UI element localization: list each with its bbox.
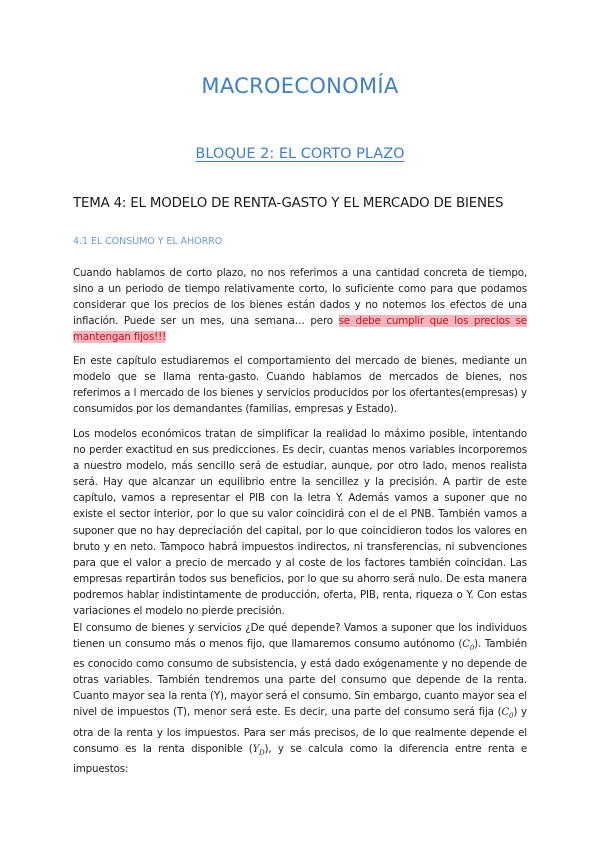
section-heading: 4.1 EL CONSUMO Y EL AHORRO [73,236,223,247]
symbol-letter: C [501,707,510,719]
paragraph-4 [73,620,527,777]
paragraph-3: Los modelos económicos tratan de simplificar la realidad lo máximo posible, intentando no perder exactitud en sus predicciones. Es decir, cuantas menos variables incorporemos a nuestro modelo, más sencillo será de estudiar, aunque, por otro lado, menos realista será. Hay que alcanzar un equilibrio entre la sencillez y la precisión. A partir de este capítulo, vamos a representar el PIB con la letra Y. Además vamos a suponer que no existe el sector interior, por lo que su valor coincidirá con el de el PNB. También vamos a suponer que no hay depreciación del capital, por lo que coincidieron todos los valores en bruto y en neto. Tampoco habrá impuestos indirectos, ni transferencias, ni subvenciones para que el valor a precio de mercado y al coste de los factores también coincidan. Las empresas repartirán todos sus beneficios, por lo que su ahorro será nulo. De esta manera podremos hablar indistintamente de producción, oferta, PIB, renta, riqueza o Y. Con estas variaciones el modelo no pierde precisión. [73,428,527,618]
paragraph-2: En este capítulo estudiaremos el comportamiento del mercado de bienes, mediante un modelo que se llama renta-gasto. Cuando hablamos de mercados de bienes, nos referimos a l mercado de los bienes y servicios producidos por los ofertantes(empresas) y consumidos por los demandantes (familias, empresas y Estado). [73,355,527,416]
symbol-fixed-consumption [501,707,514,721]
paragraph-4-part-d: ), y se calcula como la diferencia entre renta e impuestos: [73,742,528,775]
block-subtitle: BLOQUE 2: EL CORTO PLAZO [195,146,405,162]
highlighted-text: se debe cumplir que los precios se mantengan fijos!!! [73,315,527,344]
paragraph-4-part-a: El consumo de bienes y servicios ¿De qué depende? Vamos a suponer que los individuos tienen un consumo más o menos fijo, que llamaremos consumo autónomo ( [73,622,527,651]
paragraph-1 [73,265,527,345]
symbol-disposable-income [253,744,265,755]
symbol-subscript: 0 [509,712,514,721]
paragraph-1-text: Cuando hablamos de corto plazo, no nos referimos a una cantidad concreta de tiempo, sino a un periodo de tiempo relativamente corto, lo suficiente como para que podamos considerar que los precios de los bienes están dados y no notemos los efectos de una inflación. Puede ser un mes, una semana… pero [73,267,527,328]
symbol-subscript: 0 [469,644,475,653]
paragraph-4-part-c: ) y otra de la renta y los impuestos. Para ser más precisos, de lo que realmente depende el consumo es la renta disponible ( [73,706,527,755]
symbol-subscript: D [259,748,265,757]
symbol-letter: C [462,639,470,651]
topic-heading: TEMA 4: EL MODELO DE RENTA-GASTO Y EL MERCADO DE BIENES [73,196,504,211]
paragraph-4-part-b: ). También es conocido como consumo de subsistencia, y está dado exógenamente y no depende de otras variables. También tendremos una parte del consumo que depende de la renta. Cuanto mayor sea la renta (Y), mayor será el consumo. Sin embargo, cuanto mayor sea el nivel de impuestos (T), menor será este. Es decir, una parte del consumo será fija ( [73,638,528,719]
symbol-autonomous-consumption [462,639,475,653]
symbol-letter: Y [252,743,260,755]
document-title: MACROECONOMÍA [201,74,399,98]
